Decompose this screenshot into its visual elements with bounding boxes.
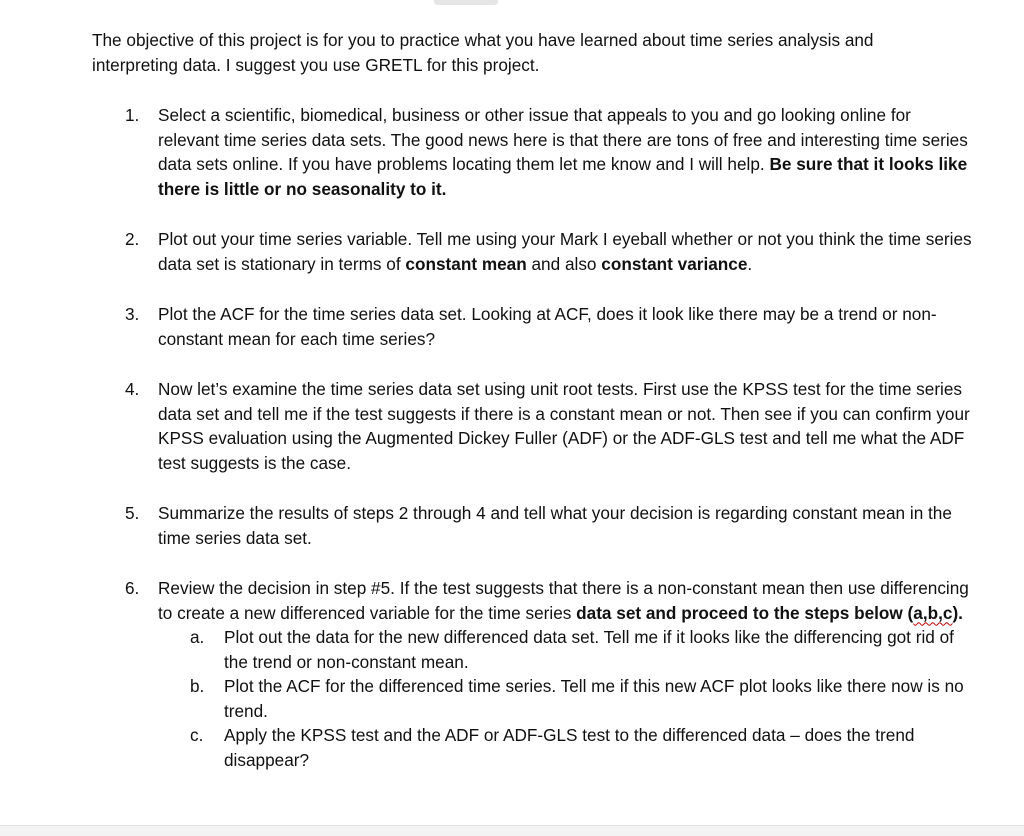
item-text: . [747,253,753,274]
list-item-2 [92,227,972,276]
document-page [92,28,972,798]
list-number: 4. [125,379,140,399]
list-text: Plot the ACF for the time series data set. Looking at ACF, does it look like there may be a trend or non-constant mean for each time series? [158,304,937,349]
window-bottom-edge [0,825,1024,836]
list-item-4 [92,377,972,475]
list-item-5 [92,501,972,550]
list-text: Now let’s examine the time series data set using unit root tests. First use the KPSS test for the time series data set and tell me if the test suggests if there is a constant mean or not. Then see if you can confirm your KPSS evaluation using the Augmented Dickey Fuller (ADF) or the ADF-GLS test and tell me what the ADF test suggests is the case. [158,379,970,473]
list-item-6 [92,576,972,772]
list-number: 2. [125,229,140,249]
sub-item-b [158,674,972,723]
page-top-tab [434,0,498,5]
item-bold-text: Be sure that it looks like there is little or no seasonality to it. [158,154,968,199]
list-number: 5. [125,503,140,523]
sub-item-a [158,625,972,674]
intro-line-1: The objective of this project is for you to practice what you have learned about time series analysis and [92,30,874,50]
list-text [158,227,972,276]
list-item-3 [92,302,972,351]
list-item-1 [92,103,972,201]
list-number: 6. [125,578,140,598]
item-text: Plot out your time series variable. Tell me using your Mark I eyeball whether or not you think the time series data set is stationary in terms of [158,229,972,274]
item-bold-spellcheck-text: a,b,c [913,602,953,623]
intro-paragraph [92,28,972,77]
sub-list-text: Apply the KPSS test and the ADF or ADF-GLS test to the differenced data – does the trend disappear? [224,725,915,770]
sub-item-c [158,723,972,772]
list-number: 1. [125,105,140,125]
item-text: and also [526,253,602,274]
item-bold-text: constant variance [601,253,748,274]
intro-line-2: interpreting data. I suggest you use GRETL for this project. [92,54,540,75]
item-bold-text: data set and proceed to the steps below ( [576,602,914,623]
list-text [158,576,972,625]
list-text: Summarize the results of steps 2 through 4 and tell what your decision is regarding constant mean in the time series data set. [158,503,952,548]
sub-list-letter: a. [190,627,205,647]
item-text: Review the decision in step #5. If the test suggests that there is a non-constant mean then use differencing to create a new differenced variable for the time series [158,578,969,623]
sub-list-text: Plot the ACF for the differenced time series. Tell me if this new ACF plot looks like there now is no trend. [224,676,964,721]
list-text [158,103,972,201]
sub-list-text: Plot out the data for the new differenced data set. Tell me if it looks like the differencing got rid of the trend or non-constant mean. [224,627,954,672]
item-bold-text: constant mean [405,253,527,274]
item-bold-text: ). [952,602,963,623]
sub-list-letter: c. [190,725,204,745]
sub-list-letter: b. [190,676,205,696]
list-number: 3. [125,304,140,324]
item-text: Select a scientific, biomedical, business or other issue that appeals to you and go looking online for relevant time series data sets. The good news here is that there are tons of free and interesting time series data sets online. If you have problems locating them let me know and I will help. [158,105,968,174]
